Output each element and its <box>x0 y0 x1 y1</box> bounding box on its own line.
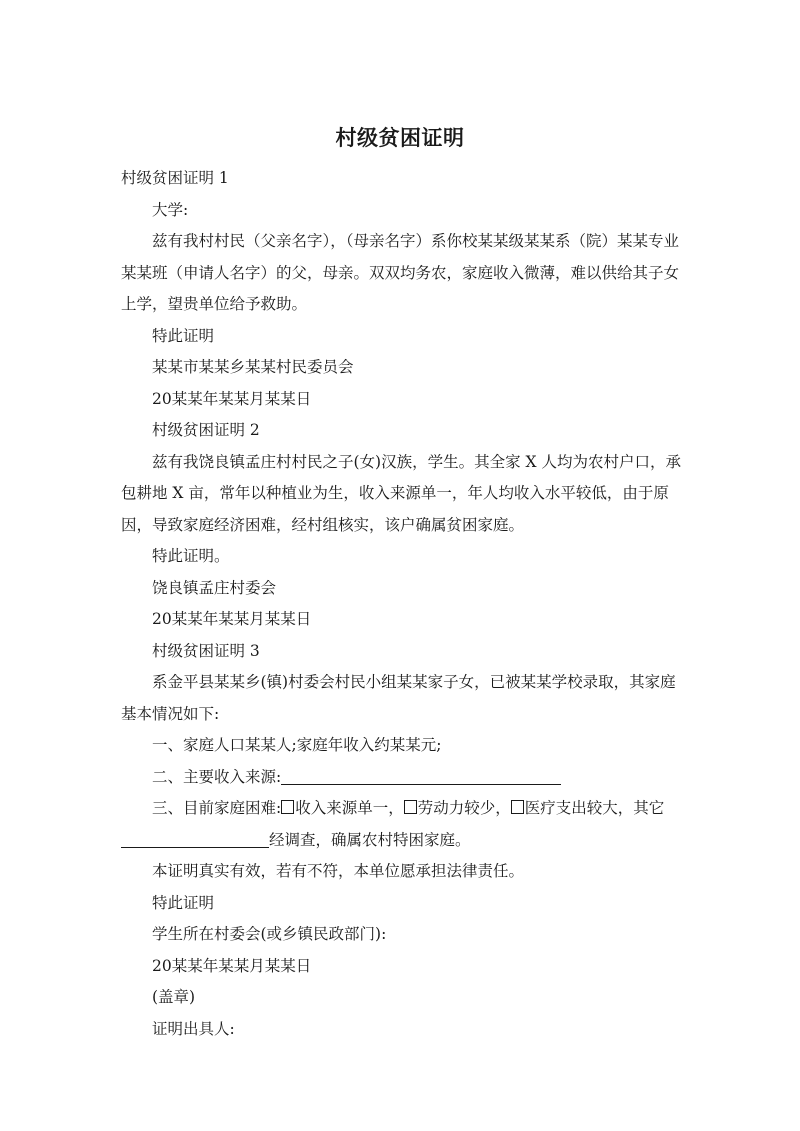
section3-statement: 本证明真实有效，若有不符，本单位愿承担法律责任。 <box>152 862 525 880</box>
section3-item3-option2: 劳动力较少， <box>417 799 511 817</box>
section2-date: 20某某年某某月某某日 <box>152 610 312 628</box>
section3-issuer-label: 学生所在村委会(或乡镇民政部门): <box>152 925 387 943</box>
income-source-blank-line <box>281 766 561 785</box>
section3-item3-option1: 收入来源单一， <box>295 799 404 817</box>
section3-intro: 系金平县某某乡(镇)村委会村民小组某某家子女，已被某某学校录取，其家庭基本情况如下: <box>121 673 676 723</box>
section2-heading: 村级贫困证明 2 <box>152 421 260 439</box>
section1-heading: 村级贫困证明 1 <box>121 169 229 187</box>
section3-item3-prefix: 三、目前家庭困难: <box>152 799 282 817</box>
section3-item3-suffix: 经调查，确属农村特困家庭。 <box>269 830 471 849</box>
section2-body: 兹有我饶良镇孟庄村村民之子(女)汉族，学生。其全家 X 人均为农村户口，承包耕地 X 亩，常年以种植业为生，收入来源单一，年人均收入水平较低，由于原因，导致家庭经济困难，经村组核实，该户确属贫困家庭。 <box>121 452 681 534</box>
section3-seal: (盖章) <box>152 988 196 1006</box>
section3-closing: 特此证明 <box>152 893 215 912</box>
section3-item1: 一、家庭人口某某人;家庭年收入约某某元; <box>152 736 442 754</box>
section3-item3 <box>121 793 681 856</box>
section1-date: 20某某年某某月某某日 <box>152 389 312 408</box>
section1-salutation: 大学: <box>152 200 189 219</box>
checkbox-icon <box>404 800 417 814</box>
section2-closing: 特此证明。 <box>152 547 230 565</box>
document-body <box>121 163 681 1045</box>
section3-date: 20某某年某某月某某日 <box>152 956 312 975</box>
section3-item3-option3: 医疗支出较大，其它 <box>524 799 665 817</box>
section3-item2 <box>121 762 681 794</box>
section3-signatory-label: 证明出具人: <box>152 1019 235 1038</box>
section1-body: 兹有我村村民（父亲名字），（母亲名字）系你校某某级某某系（院）某某专业某某班（申请人名字）的父，母亲。双双均务农，家庭收入微薄，难以供给其子女上学，望贵单位给予救助。 <box>121 232 680 313</box>
section3-heading: 村级贫困证明 3 <box>152 641 260 660</box>
section3-item2-label: 二、主要收入来源: <box>152 767 282 786</box>
section1-closing: 特此证明 <box>152 326 215 345</box>
section1-issuer: 某某市某某乡某某村民委员会 <box>152 358 354 376</box>
other-hardship-blank-line <box>121 829 269 848</box>
document-title: 村级贫困证明 <box>335 126 465 150</box>
checkbox-icon <box>281 800 294 814</box>
section2-issuer: 饶良镇孟庄村委会 <box>152 578 277 597</box>
checkbox-icon <box>511 800 524 814</box>
